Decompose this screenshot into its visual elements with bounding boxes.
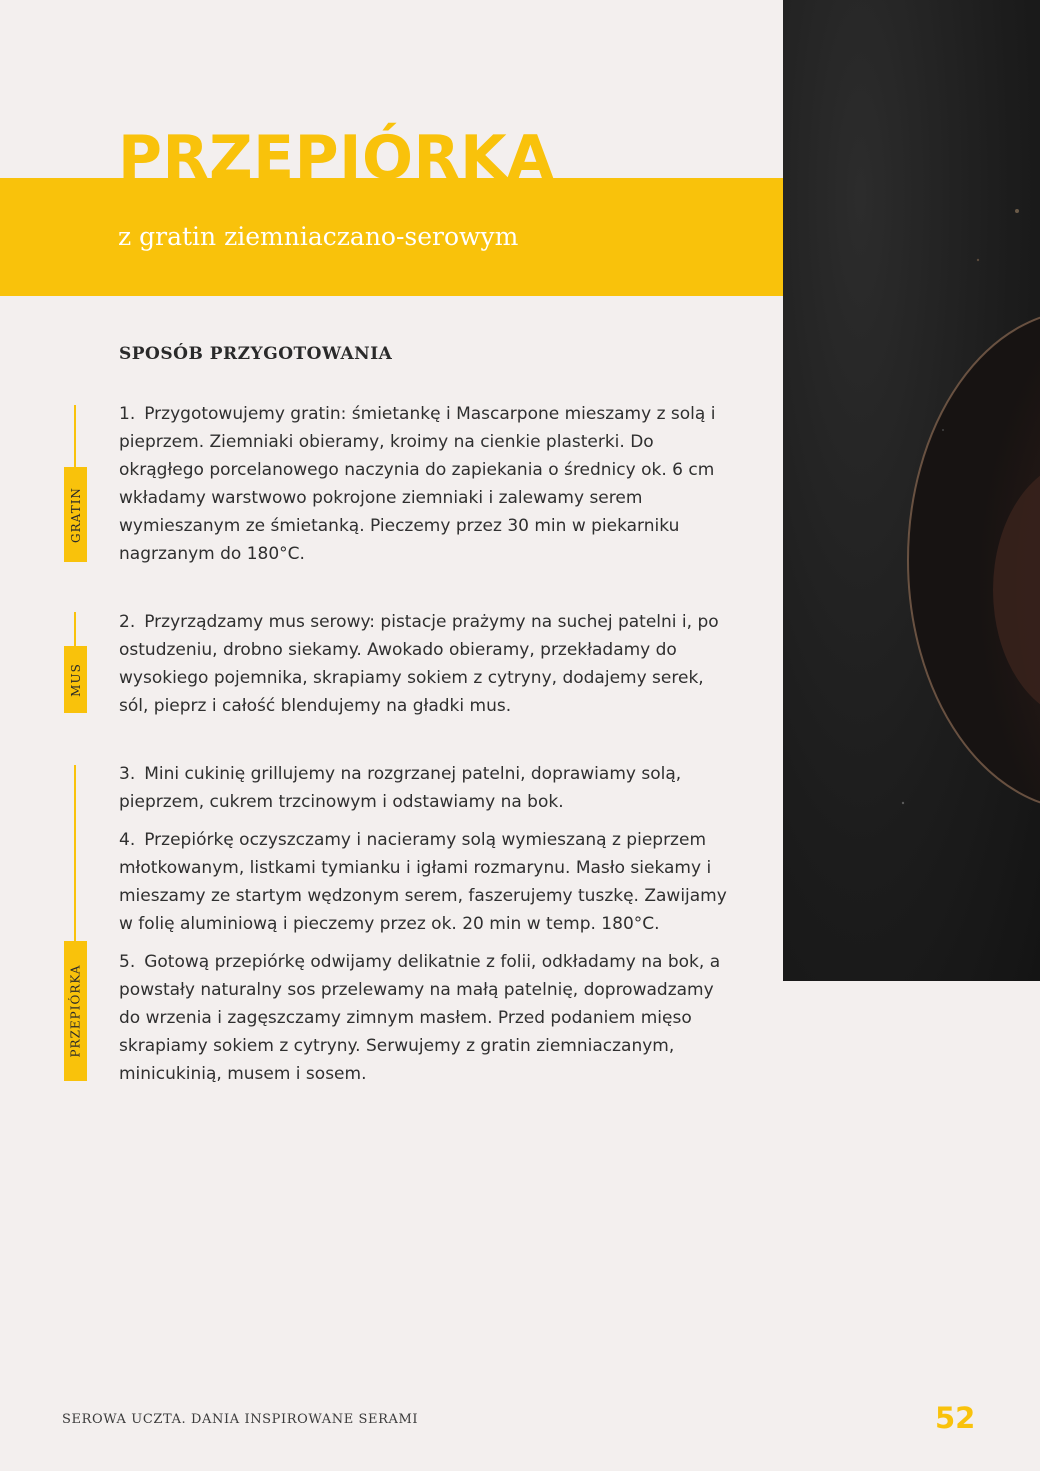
page-subtitle: z gratin ziemniaczano-serowym	[118, 222, 519, 251]
gratin-marker-line	[74, 405, 76, 467]
step-3	[119, 760, 731, 816]
step-2	[119, 608, 731, 720]
step-number: 5.	[119, 952, 136, 972]
dish-photo	[783, 0, 1040, 981]
tag-przepiorka	[64, 941, 87, 1081]
step-text: Gotową przepiórkę odwijamy delikatnie z folii, odkładamy na bok, a powstały naturalny sos przelewamy na małą patelnię, doprowadzamy do wrzenia i zagęszczamy zimnym masłem. Przed podaniem mięso skrapiamy sokiem z cytryny. Serwujemy z gratin ziemniaczanym, minicukinią, musem i sosem.	[119, 952, 721, 1084]
step-text: Mini cukinię grillujemy na rozgrzanej patelni, doprawiamy solą, pieprzem, cukrem trzcinowym i odstawiamy na bok.	[119, 764, 682, 812]
step-number: 4.	[119, 830, 136, 850]
tag-gratin	[64, 467, 87, 562]
tag-mus-label: MUS	[68, 662, 83, 697]
step-number: 3.	[119, 764, 136, 784]
section-heading: SPOSÓB PRZYGOTOWANIA	[119, 344, 393, 364]
page-number: 52	[935, 1401, 976, 1435]
page-title: PRZEPIÓRKA	[118, 123, 555, 193]
tag-przepiorka-label: PRZEPIÓRKA	[68, 964, 83, 1058]
step-4	[119, 826, 731, 938]
step-5	[119, 948, 731, 1088]
tag-gratin-label: GRATIN	[68, 486, 83, 543]
tag-mus	[64, 646, 87, 713]
przepiorka-marker-line	[74, 765, 76, 941]
step-number: 2.	[119, 612, 136, 632]
step-text: Przyrządzamy mus serowy: pistacje prażymy na suchej patelni i, po ostudzeniu, drobno siekamy. Awokado obieramy, przekładamy do wysokiego pojemnika, skrapiamy sokiem z cytryny, dodajemy serek, sól, pieprz i całość blendujemy na gładki mus.	[119, 612, 719, 716]
step-1	[119, 400, 731, 568]
step-text: Przygotowujemy gratin: śmietankę i Mascarpone mieszamy z solą i pieprzem. Ziemniaki obieramy, kroimy na cienkie plasterki. Do okrągłego porcelanowego naczynia do zapiekania o średnicy ok. 6 cm wkładamy warstwowo pokrojone ziemniaki i zalewamy serem wymieszanym ze śmietanką. Pieczemy przez 30 min w piekarniku nagrzanym do 180°C.	[119, 404, 716, 564]
step-number: 1.	[119, 404, 136, 424]
publication-title: SEROWA UCZTA. DANIA INSPIROWANE SERAMI	[62, 1412, 419, 1427]
step-text: Przepiórkę oczyszczamy i nacieramy solą wymieszaną z pieprzem młotkowanym, listkami tymianku i igłami rozmarynu. Masło siekamy i mieszamy ze startym wędzonym serem, faszerujemy tuszkę. Zawijamy w folię aluminiową i pieczemy przez ok. 20 min w temp. 180°C.	[119, 830, 727, 934]
mus-marker-line	[74, 612, 76, 646]
plate-illustration	[783, 0, 1040, 981]
